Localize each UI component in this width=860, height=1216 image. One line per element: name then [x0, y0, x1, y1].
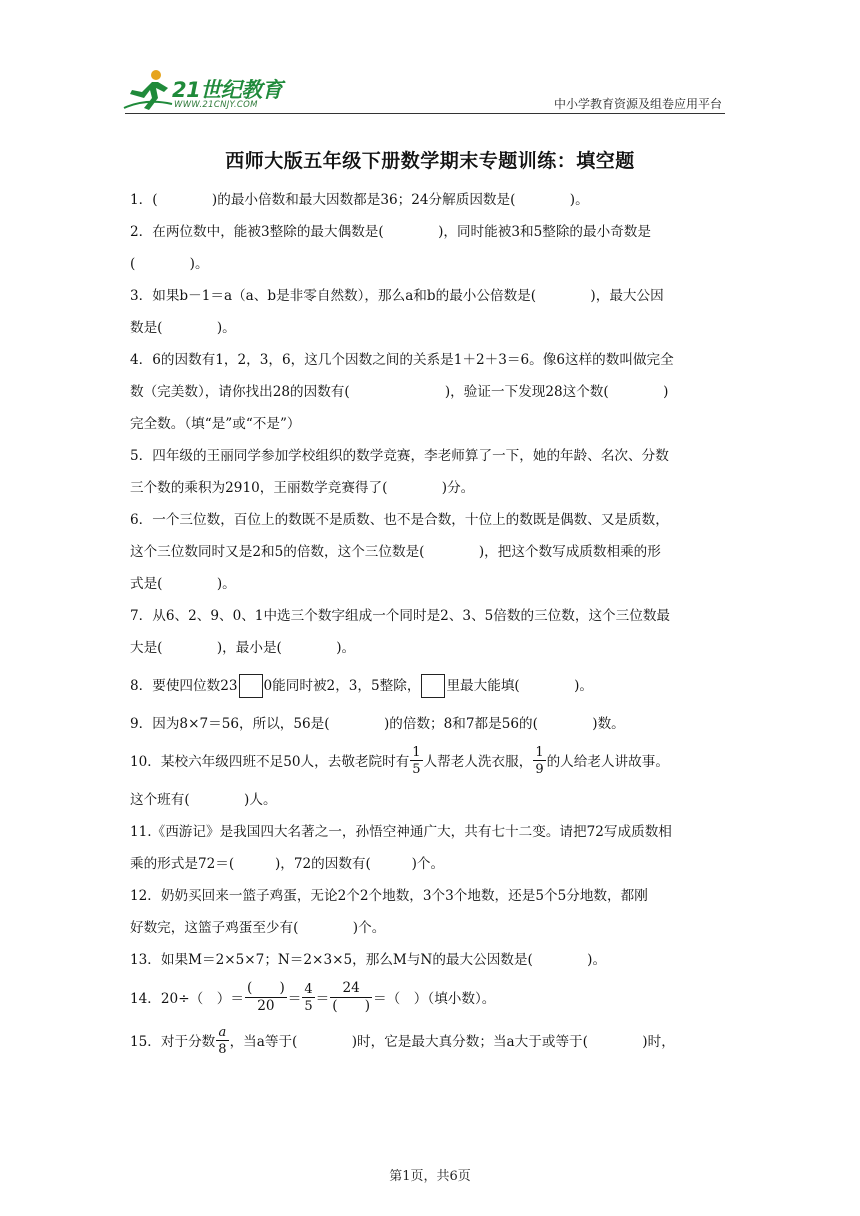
fraction [330, 979, 372, 1014]
question-15 [130, 1022, 728, 1062]
fraction-denominator: 5 [412, 761, 421, 777]
question-line: 三个数的乘积为2910，王丽数学竞赛得了( )分。 [130, 480, 475, 496]
fraction-denominator: 5 [304, 998, 313, 1014]
page-footer: 第1页，共6页 [389, 1169, 471, 1184]
question-line: 1．( )的最小倍数和最大因数都是36；24分解质因数是( )。 [130, 192, 589, 208]
question-10 [130, 740, 728, 816]
question-12 [130, 880, 728, 944]
fraction-numerator: a [216, 1026, 228, 1041]
question-line: 4．6的因数有1，2，3，6，这几个因数之间的关系是1＋2＋3＝6。像6这样的数叫做完全 [130, 352, 674, 368]
question-line: 好数完，这篮子鸡蛋至少有( )个。 [130, 920, 386, 936]
digit-answer-box[interactable] [421, 674, 445, 698]
question-6 [130, 504, 728, 600]
question-8 [130, 664, 728, 708]
question-text: 里最大能填( )。 [446, 678, 594, 694]
question-line: 9．因为8×7＝56，所以，56是( )的倍数；8和7都是56的( )数。 [130, 716, 625, 732]
question-line: 这个三位数同时又是2和5的倍数，这个三位数是( )，把这个数写成质数相乘的形 [130, 544, 661, 560]
runner-logo-icon [122, 68, 176, 112]
digit-answer-box[interactable] [239, 674, 263, 698]
page-title: 西师大版五年级下册数学期末专题训练：填空题 [225, 150, 635, 172]
logo-url: WWW.21CNJY.COM [174, 100, 258, 110]
equals-sign: ＝ [287, 991, 302, 1007]
question-11 [130, 816, 728, 880]
question-9 [130, 708, 728, 740]
fraction-numerator: 1 [412, 744, 421, 760]
equals-sign: ＝ [315, 991, 330, 1007]
fraction-numerator: 24 [330, 982, 372, 998]
fraction-numerator: 4 [304, 981, 313, 997]
question-line: 13．如果M＝2×5×7；N＝2×3×5，那么M与N的最大公因数是( )。 [130, 952, 607, 968]
question-text: ，当a等于( )时，它是最大真分数；当a大于或等于( )时， [229, 1034, 675, 1050]
question-list [130, 184, 728, 1062]
question-line: 这个班有( )人。 [130, 792, 277, 808]
question-line: 数（完美数），请你找出28的因数有( )，验证一下发现28这个数( ) [130, 384, 669, 400]
question-line: 数是( )。 [130, 320, 236, 336]
question-line: 2．在两位数中，能被3整除的最大偶数是( )，同时能被3和5整除的最小奇数是 [130, 224, 651, 240]
fraction-numerator: ( ) [246, 979, 285, 996]
fraction-numerator: 1 [535, 744, 544, 760]
logo-text: 21世纪教育 [172, 78, 283, 102]
header-divider [125, 113, 725, 114]
fraction [245, 979, 287, 1014]
page-header [0, 0, 860, 120]
question-text: 14．20÷（ ）＝ [130, 991, 244, 1007]
question-13 [130, 944, 728, 976]
question-text: 15．对于分数 [130, 1034, 216, 1050]
fraction [216, 1026, 228, 1056]
question-3 [130, 280, 728, 344]
question-line: 乘的形式是72＝( )，72的因数有( )个。 [130, 856, 445, 872]
question-7 [130, 600, 728, 664]
question-line: ( )。 [130, 256, 209, 272]
platform-name: 中小学教育资源及组卷应用平台 [553, 97, 722, 111]
question-line: 12．奶奶买回来一篮子鸡蛋，无论2个2个地数，3个3个地数，还是5个5分地数，都刚 [130, 888, 648, 904]
fraction [533, 746, 545, 776]
question-line: 完全数。（填“是”或“不是”） [130, 416, 301, 432]
fraction [410, 746, 422, 776]
fraction-denominator: ( ) [332, 997, 371, 1014]
fraction-denominator: 20 [257, 997, 275, 1014]
fraction [302, 983, 314, 1013]
question-line: 11.《西游记》是我国四大名著之一，孙悟空神通广大，共有七十二变。请把72写成质数相 [130, 824, 672, 840]
question-line: 3．如果b－1＝a（a、b是非零自然数），那么a和b的最小公倍数是( )，最大公因 [130, 288, 664, 304]
fraction-denominator: 8 [218, 1041, 227, 1057]
question-1 [130, 184, 728, 216]
question-4 [130, 344, 728, 440]
fraction-denominator: 9 [535, 761, 544, 777]
logo [122, 66, 292, 116]
question-line: 7．从6、2、9、0、1中选三个数字组成一个同时是2、3、5倍数的三位数，这个三位数最 [130, 608, 671, 624]
question-line: 6．一个三位数，百位上的数既不是质数、也不是合数，十位上的数既是偶数、又是质数， [130, 512, 669, 528]
question-line: 5．四年级的王丽同学参加学校组织的数学竞赛，李老师算了一下，她的年龄、名次、分数 [130, 448, 669, 464]
question-14 [130, 976, 728, 1022]
question-text: 0能同时被2，3，5整除， [263, 678, 421, 694]
question-text: 的人给老人讲故事。 [546, 754, 669, 770]
question-5 [130, 440, 728, 504]
question-2 [130, 216, 728, 280]
question-line: 大是( )，最小是( )。 [130, 640, 356, 656]
question-text: 8．要使四位数23 [130, 678, 238, 694]
question-text: ＝（ ）（填小数）。 [373, 991, 496, 1007]
question-line: 式是( )。 [130, 576, 236, 592]
question-text: 10．某校六年级四班不足50人，去敬老院时有 [130, 754, 410, 770]
question-text: 人帮老人洗衣服， [423, 754, 533, 770]
